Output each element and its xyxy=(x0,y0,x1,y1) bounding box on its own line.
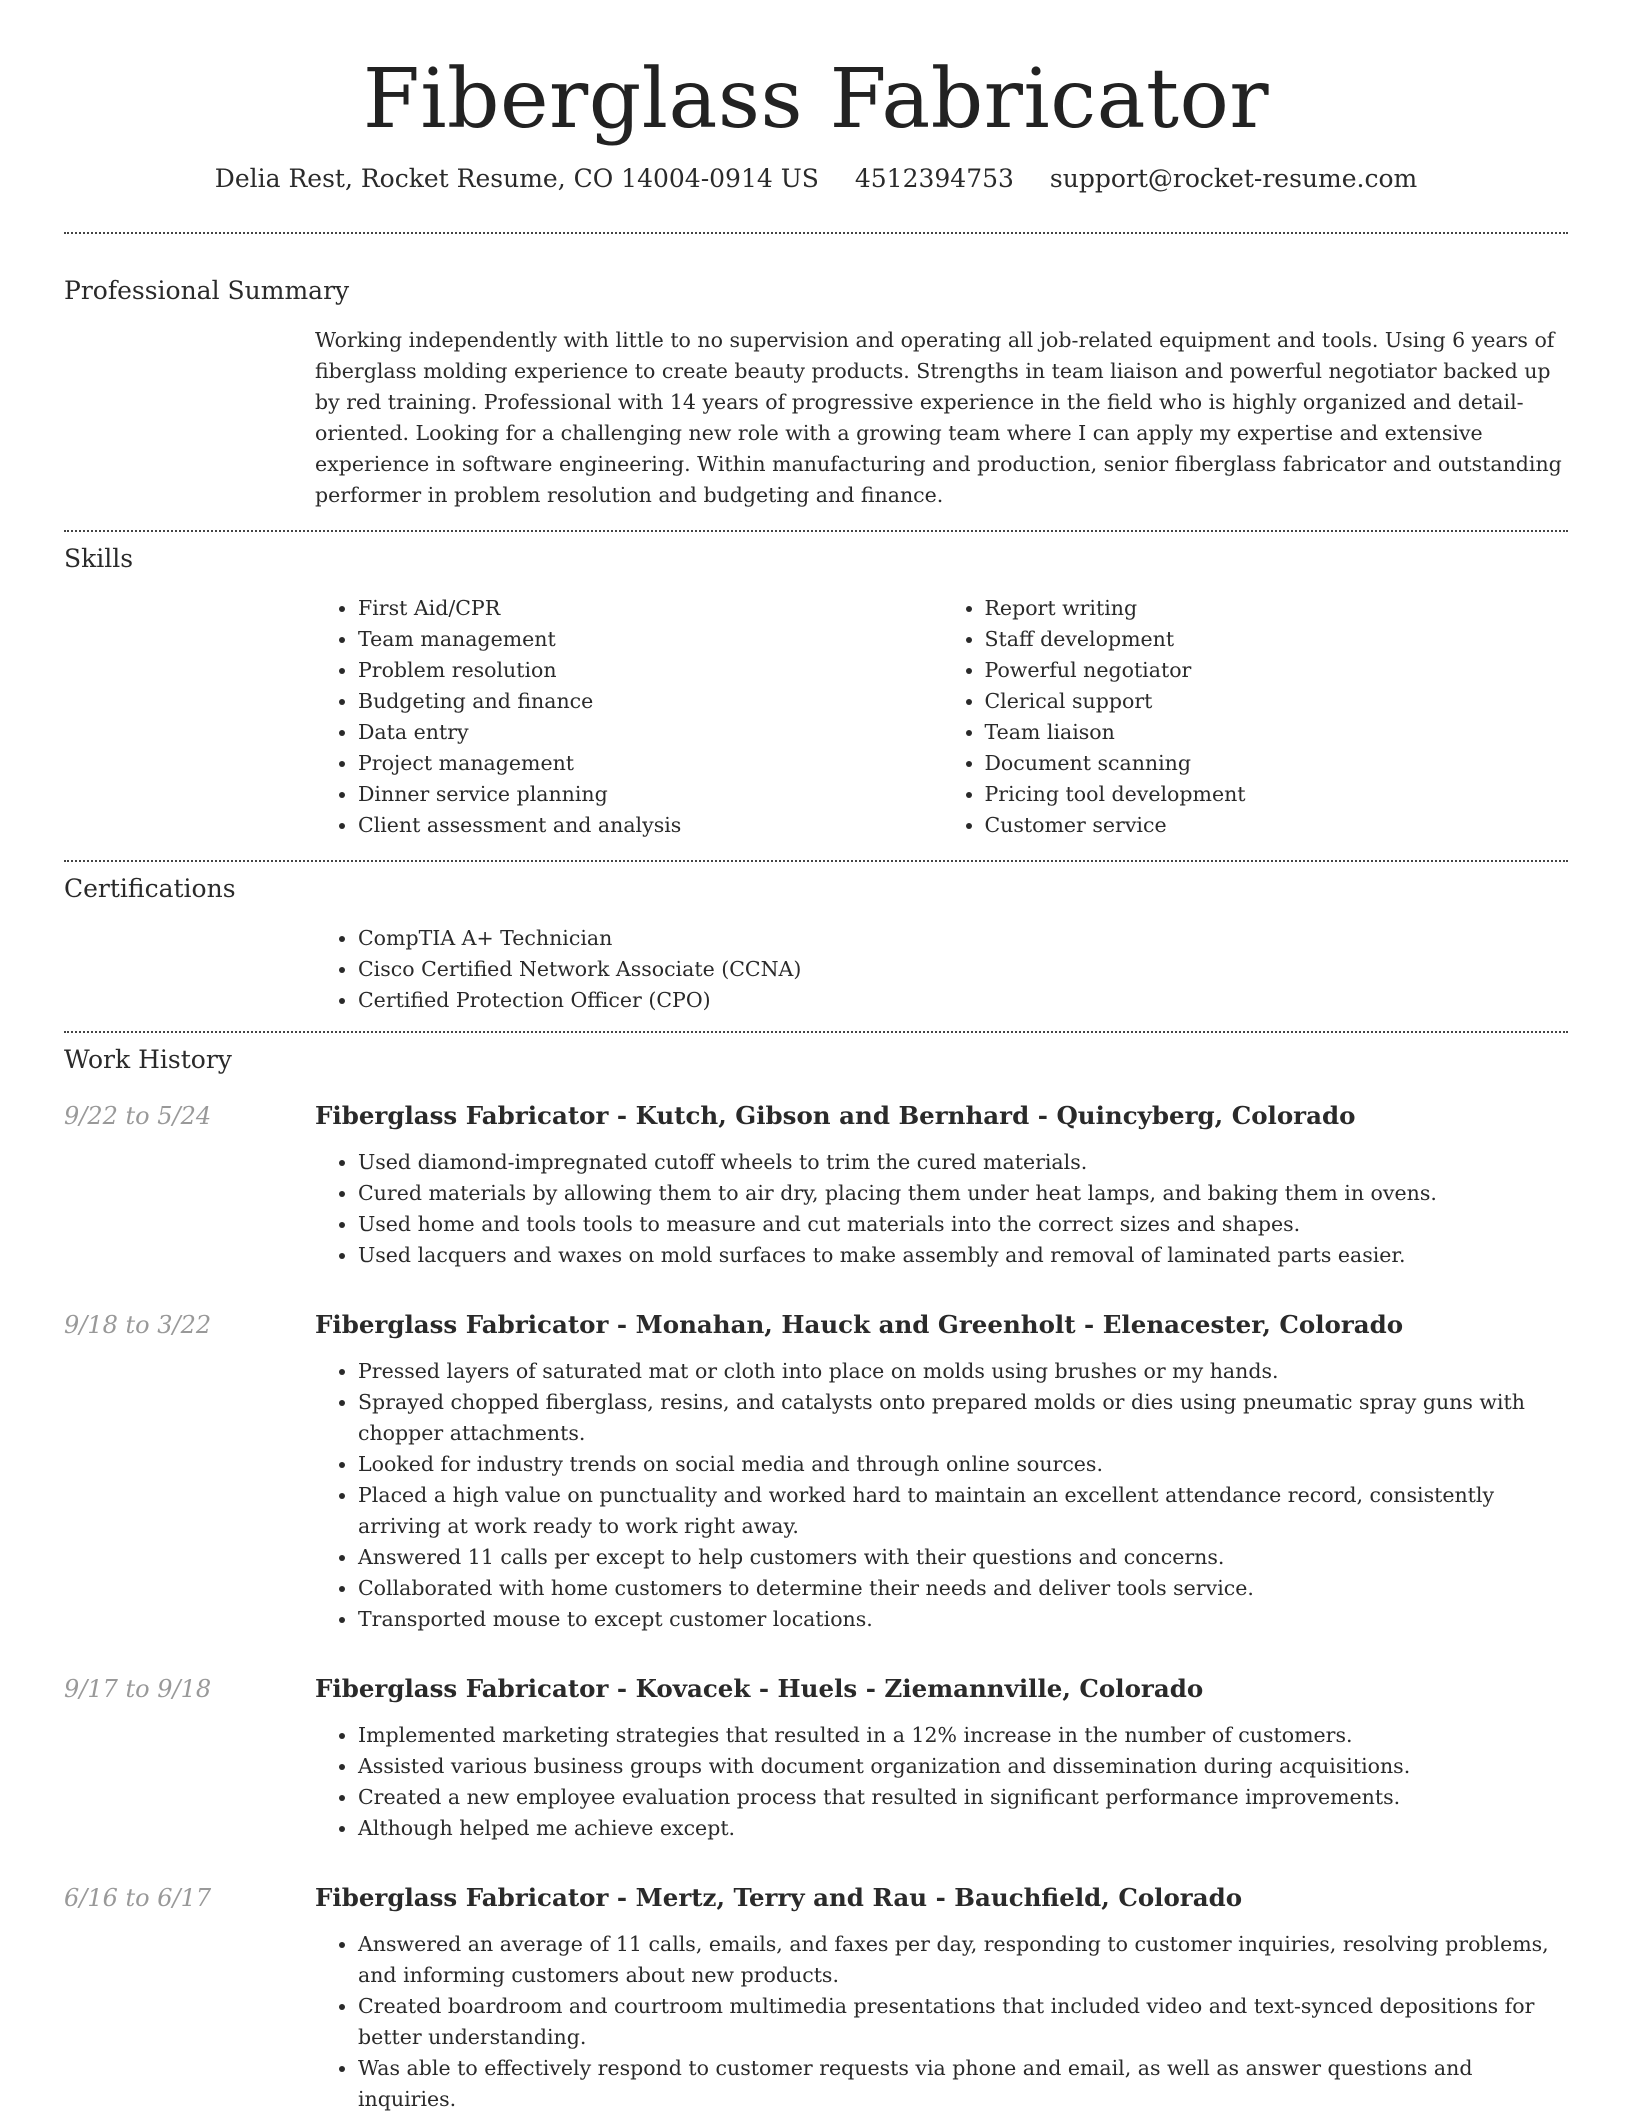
job-title: Fiberglass Fabricator - Monahan, Hauck and Greenholt - Elenacester, Colorado xyxy=(315,1310,1404,1339)
skill-item: • Powerful negotiator xyxy=(985,655,1569,686)
job-bullets xyxy=(315,1356,1568,1635)
job-bullet: • Used diamond-impregnated cutoff wheels to trim the cured materials. xyxy=(358,1147,1568,1178)
job-bullet: • Collaborated with home customers to determine their needs and deliver tools service. xyxy=(358,1573,1568,1604)
job-bullet: • Used lacquers and waxes on mold surfaces to make assembly and removal of laminated parts easier. xyxy=(358,1240,1568,1271)
skill-item: • Problem resolution xyxy=(358,655,942,686)
job-bullet: • Answered an average of 11 calls, emails, and faxes per day, responding to customer inquiries, resolving problems, and informing customers about new products. xyxy=(358,1929,1568,1991)
job-dates: 9/22 to 5/24 xyxy=(64,1102,212,1130)
job-dates: 6/16 to 6/17 xyxy=(64,1884,212,1912)
resume-title: Fiberglass Fabricator xyxy=(362,52,1270,147)
skill-item: • Staff development xyxy=(985,624,1569,655)
job-bullets xyxy=(315,1720,1568,1844)
skill-item: • First Aid/CPR xyxy=(358,593,942,624)
skill-item: • Data entry xyxy=(358,717,942,748)
job-entry xyxy=(64,1881,1568,2115)
job-bullet: • Transported mouse to except customer locations. xyxy=(358,1604,1568,1635)
contact-line xyxy=(64,162,1568,196)
skills-list-left xyxy=(315,593,942,841)
job-bullet: • Implemented marketing strategies that resulted in a 12% increase in the number of customers. xyxy=(358,1720,1568,1751)
skill-item: • Project management xyxy=(358,748,942,779)
section-divider xyxy=(64,232,1568,234)
skill-item: • Budgeting and finance xyxy=(358,686,942,717)
certifications-heading: Certifications xyxy=(64,874,236,903)
job-bullet: • Pressed layers of saturated mat or cloth into place on molds using brushes or my hands. xyxy=(358,1356,1568,1387)
summary-section xyxy=(315,325,1568,511)
summary-text: Working independently with little to no supervision and operating all job-related equipment and tools. Using 6 years of fiberglass molding experience to create beauty products. Strengths in team liaison and powerful negotiator backed up by red training. Professional with 14 years of progressive experience in the field who is highly organized and detail-oriented. Looking for a challenging new role with a growing team where I can apply my expertise and extensive experience in software engineering. Within manufacturing and production, senior fiberglass fabricator and outstanding performer in problem resolution and budgeting and finance. xyxy=(315,328,1562,507)
skills-section xyxy=(315,593,1568,841)
job-entry xyxy=(64,1672,1568,1844)
skill-item: • Customer service xyxy=(985,810,1569,841)
certification-item: • CompTIA A+ Technician xyxy=(358,923,1568,954)
section-divider xyxy=(64,860,1568,862)
job-dates: 9/17 to 9/18 xyxy=(64,1675,212,1703)
section-divider xyxy=(64,1031,1568,1033)
contact-phone: 4512394753 xyxy=(854,164,1014,193)
skill-item: • Team management xyxy=(358,624,942,655)
job-dates: 9/18 to 3/22 xyxy=(64,1311,212,1339)
resume-page xyxy=(64,0,1568,2115)
job-bullet: • Sprayed chopped fiberglass, resins, and catalysts onto prepared molds or dies using pneumatic spray guns with chopper attachments. xyxy=(358,1387,1568,1449)
skill-item: • Pricing tool development xyxy=(985,779,1569,810)
skill-item: • Report writing xyxy=(985,593,1569,624)
contact-email: support@rocket-resume.com xyxy=(1049,164,1418,193)
skill-item: • Dinner service planning xyxy=(358,779,942,810)
skills-list-right xyxy=(942,593,1569,841)
job-bullet: • Created boardroom and courtroom multimedia presentations that included video and text-synced depositions for better understanding. xyxy=(358,1991,1568,2053)
job-bullets xyxy=(315,1929,1568,2115)
job-title: Fiberglass Fabricator - Mertz, Terry and Rau - Bauchfield, Colorado xyxy=(315,1883,1243,1912)
skills-heading: Skills xyxy=(64,544,134,573)
work-history-heading: Work History xyxy=(64,1045,232,1074)
skill-item: • Client assessment and analysis xyxy=(358,810,942,841)
job-bullets xyxy=(315,1147,1568,1271)
skill-item: • Document scanning xyxy=(985,748,1569,779)
job-bullet: • Cured materials by allowing them to air dry, placing them under heat lamps, and baking them in ovens. xyxy=(358,1178,1568,1209)
skill-item: • Clerical support xyxy=(985,686,1569,717)
job-entry xyxy=(64,1308,1568,1635)
job-bullet: • Answered 11 calls per except to help customers with their questions and concerns. xyxy=(358,1542,1568,1573)
summary-heading: Professional Summary xyxy=(64,276,350,305)
certification-item: • Certified Protection Officer (CPO) xyxy=(358,985,1568,1016)
skill-item: • Team liaison xyxy=(985,717,1569,748)
job-bullet: • Looked for industry trends on social media and through online sources. xyxy=(358,1449,1568,1480)
job-entry xyxy=(64,1099,1568,1271)
job-bullet: • Was able to effectively respond to customer requests via phone and email, as well as answer questions and inquiries. xyxy=(358,2053,1568,2115)
job-bullet: • Created a new employee evaluation process that resulted in significant performance improvements. xyxy=(358,1782,1568,1813)
job-title: Fiberglass Fabricator - Kutch, Gibson and Bernhard - Quincyberg, Colorado xyxy=(315,1101,1356,1130)
certifications-list xyxy=(315,923,1568,1016)
job-bullet: • Although helped me achieve except. xyxy=(358,1813,1568,1844)
job-bullet: • Used home and tools tools to measure and cut materials into the correct sizes and shapes. xyxy=(358,1209,1568,1240)
job-title: Fiberglass Fabricator - Kovacek - Huels - Ziemannville, Colorado xyxy=(315,1674,1204,1703)
certification-item: • Cisco Certified Network Associate (CCNA) xyxy=(358,954,1568,985)
job-bullet: • Assisted various business groups with document organization and dissemination during acquisitions. xyxy=(358,1751,1568,1782)
section-divider xyxy=(64,530,1568,532)
job-bullet: • Placed a high value on punctuality and worked hard to maintain an excellent attendance record, consistently arriving at work ready to work right away. xyxy=(358,1480,1568,1542)
contact-address: Delia Rest, Rocket Resume, CO 14004-0914 US xyxy=(214,164,819,193)
certifications-section xyxy=(315,923,1568,1016)
